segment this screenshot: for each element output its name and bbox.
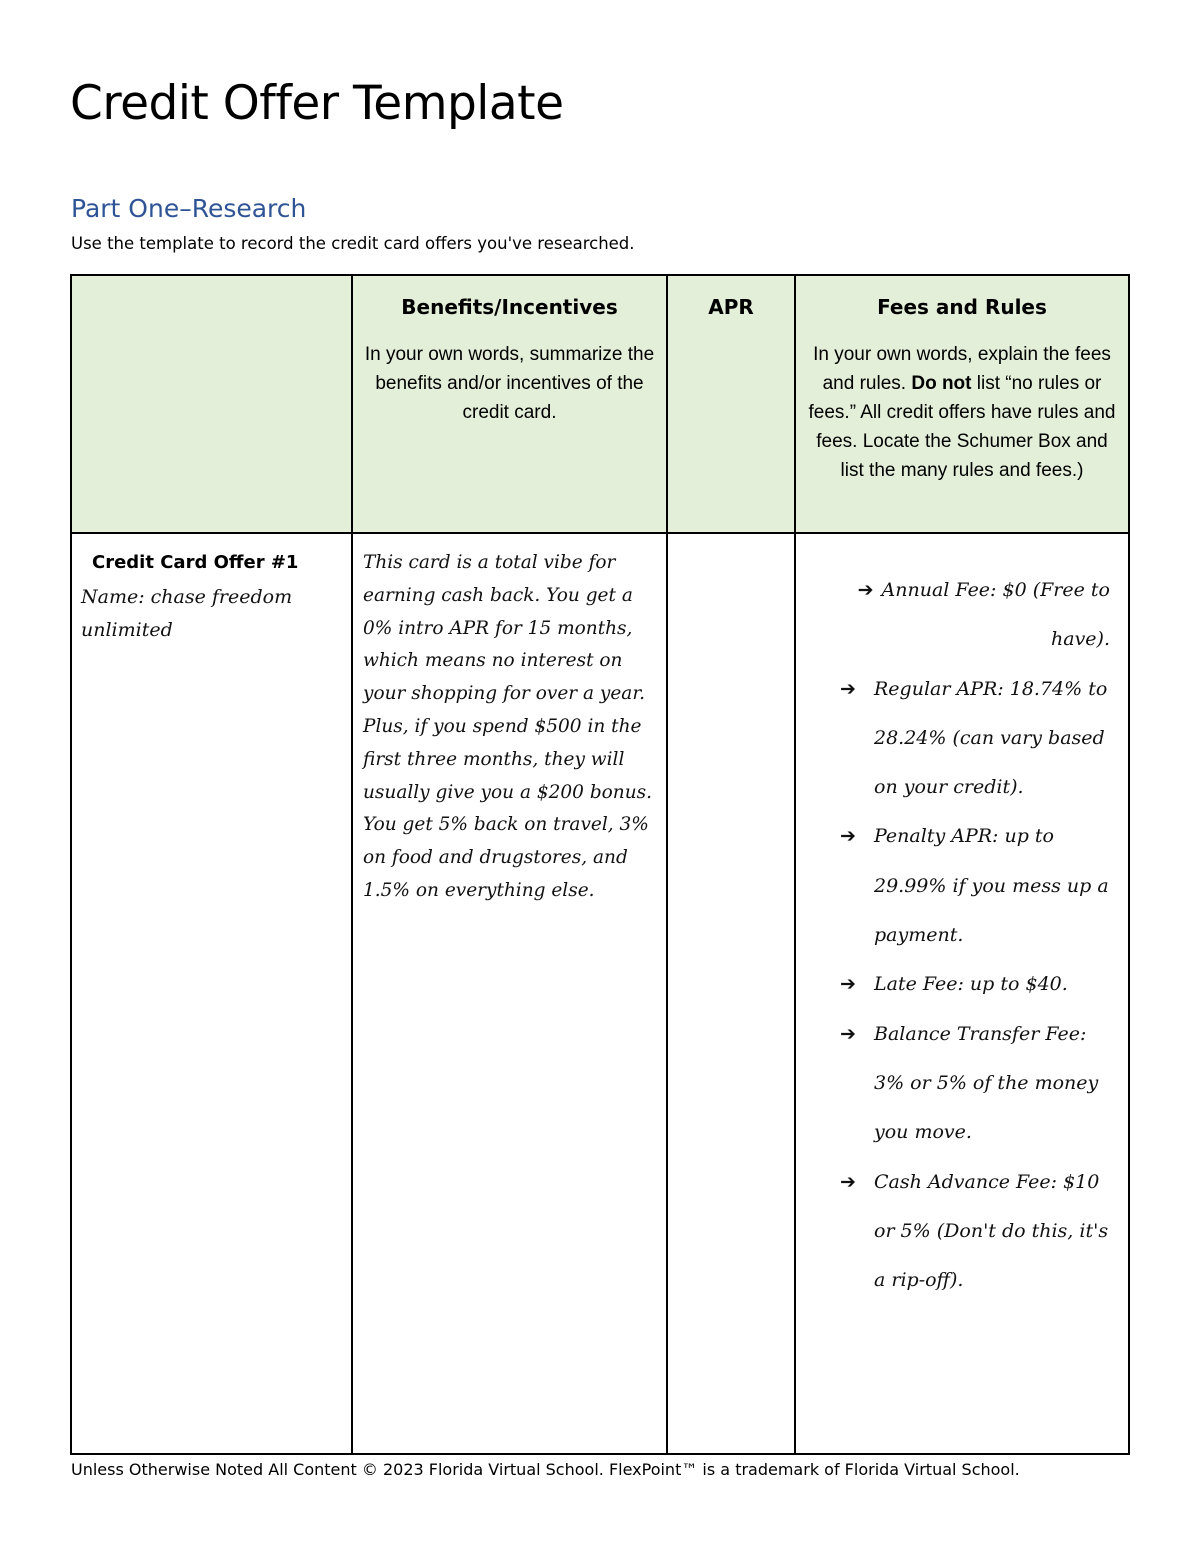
fees-description-part1: In your own words, explain the fees and rules. xyxy=(813,344,1111,394)
fee-text: Regular APR: 18.74% to 28.24% (can vary based on your credit). xyxy=(874,677,1108,799)
offer-label: Credit Card Offer #1 xyxy=(92,552,299,573)
arrow-bullet-icon: ➔ xyxy=(840,973,856,996)
fees-cell[interactable] xyxy=(795,533,1129,1454)
fee-item-balance-transfer xyxy=(840,1010,1114,1158)
page-title: Credit Offer Template xyxy=(70,76,564,131)
benefits-cell[interactable] xyxy=(352,533,667,1454)
table-row xyxy=(71,533,1129,1454)
fee-text: Cash Advance Fee: $10 or 5% (Don't do this, it's a rip-off). xyxy=(874,1170,1109,1292)
offer-name: Name: chase freedom unlimited xyxy=(81,586,293,641)
header-cell-fees xyxy=(795,275,1129,533)
arrow-bullet-icon: ➔ xyxy=(857,579,874,601)
fee-item-annual xyxy=(840,566,1114,665)
fee-text: Penalty APR: up to 29.99% if you mess up a payment. xyxy=(874,825,1109,947)
header-cell-apr xyxy=(667,275,795,533)
arrow-bullet-icon: ➔ xyxy=(840,677,856,700)
column-description-benefits: In your own words, summarize the benefits and/or incentives of the credit card. xyxy=(364,344,655,423)
apr-cell[interactable] xyxy=(667,533,795,1454)
column-heading-fees: Fees and Rules xyxy=(877,295,1047,319)
table-header-row xyxy=(71,275,1129,533)
offer-cell[interactable] xyxy=(71,533,352,1454)
benefits-text: This card is a total vibe for earning cash back. You get a 0% intro APR for 15 months, which means no interest on your shopping for over a year. Plus, if you spend $500 in the first three months, they will usually give you a $200 bonus. You get 5% back on travel, 3% on food and drugstores, and 1.5% on everything else. xyxy=(363,552,652,901)
fee-text: Annual Fee: $0 (Free to have). xyxy=(881,579,1110,651)
fee-item-penalty-apr xyxy=(840,812,1114,960)
fee-text: Late Fee: up to $40. xyxy=(874,973,1068,996)
credit-offer-table xyxy=(70,274,1130,1455)
column-heading-benefits: Benefits/Incentives xyxy=(401,295,618,319)
header-cell-blank xyxy=(71,275,352,533)
fee-item-regular-apr xyxy=(840,665,1114,813)
arrow-bullet-icon: ➔ xyxy=(840,1170,856,1193)
fees-list xyxy=(796,566,1114,1305)
fee-item-cash-advance xyxy=(840,1158,1114,1306)
section-instructions: Use the template to record the credit card offers you've researched. xyxy=(71,234,635,253)
fees-description-emphasis: Do not xyxy=(911,373,972,394)
fee-item-late-fee xyxy=(840,960,1114,1009)
column-description-fees xyxy=(806,340,1118,485)
column-heading-apr: APR xyxy=(708,295,754,319)
fees-description-part2: list “no rules or fees.” All credit offers have rules and fees. Locate the Schumer Box and list the many rules and fees.) xyxy=(808,373,1116,481)
fee-text: Balance Transfer Fee: 3% or 5% of the money you move. xyxy=(874,1022,1099,1144)
section-heading: Part One–Research xyxy=(71,194,307,223)
arrow-bullet-icon: ➔ xyxy=(840,825,856,848)
copyright-footer: Unless Otherwise Noted All Content © 2023 Florida Virtual School. FlexPoint™ is a trademark of Florida Virtual School. xyxy=(71,1460,1020,1479)
arrow-bullet-icon: ➔ xyxy=(840,1022,856,1045)
header-cell-benefits xyxy=(352,275,667,533)
